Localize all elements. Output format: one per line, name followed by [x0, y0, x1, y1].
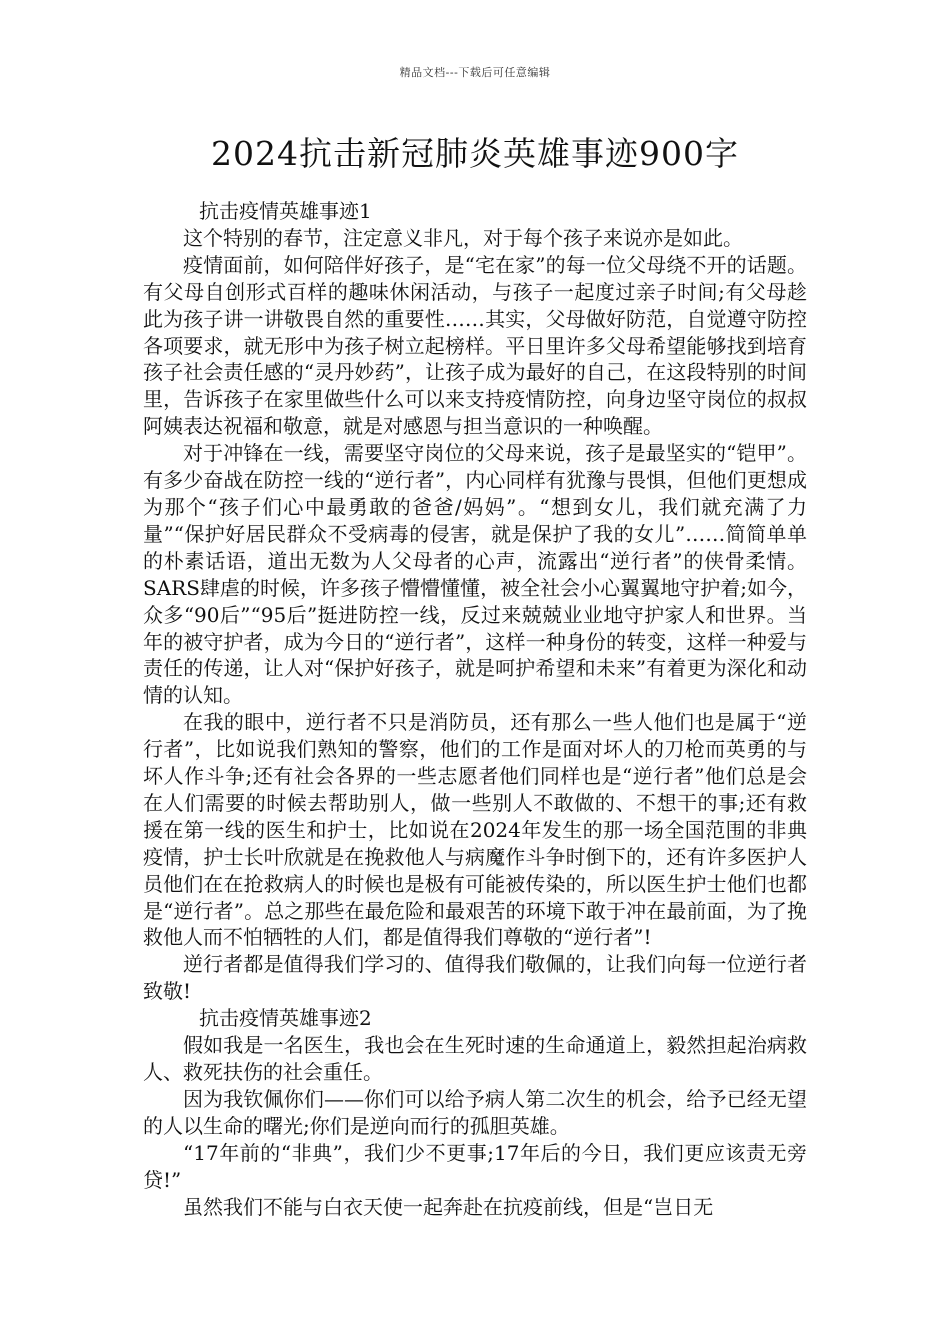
paragraph: 逆行者都是值得我们学习的、值得我们敬佩的，让我们向每一位逆行者致敬! [143, 952, 807, 1004]
paragraph: 这个特别的春节，注定意义非凡，对于每个孩子来说亦是如此。 [183, 225, 743, 250]
section-heading: 抗击疫情英雄事迹2 [199, 1006, 372, 1031]
paragraph: “17年前的“非典”，我们少不更事;17年后的今日，我们更应该责无旁贷!” [143, 1140, 807, 1192]
section-heading: 抗击疫情英雄事迹1 [199, 199, 372, 223]
paragraph: 对于冲锋在一线，需要坚守岗位的父母来说，孩子是最坚实的“铠甲”。有多少奋战在防控一线的“逆行者”，内心同样有犹豫与畏惧，但他们更想成为那个“孩子们心中最勇敢的爸爸/妈妈”。“想到女儿，我们就充满了力量”“保护好居民群众不受病毒的侵害，就是保护了我的女儿”……简简单单的朴素话语，道出无数为人父母者的心声，流露出“逆行者”的侠骨柔情。SARS肆虐的时候，许多孩子懵懵懂懂，被全社会小心翼翼地守护着;如今，众多“90后”“95后”挺进防控一线，反过来兢兢业业地守护家人和世界。当年的被守护者，成为今日的“逆行者”，这样一种身份的转变，这样一种爱与责任的传递，让人对“保护好孩子，就是呵护希望和未来”有着更为深化和动情的认知。 [143, 441, 807, 708]
paragraph: 在我的眼中，逆行者不只是消防员，还有那么一些人他们也是属于“逆行者”，比如说我们熟知的警察，他们的工作是面对坏人的刀枪而英勇的与坏人作斗争;还有社会各界的一些志愿者他们同样也是“逆行者”他们总是会在人们需要的时候去帮助别人，做一些别人不敢做的、不想干的事;还有救援在第一线的医生和护士，比如说在2024年发生的那一场全国范围的非典疫情，护士长叶欣就是在挽救他人与病魔作斗争时倒下的，还有许多医护人员他们在在抢救病人的时候也是极有可能被传染的，所以医生护士他们也都是“逆行者”。总之那些在最危险和最艰苦的环境下敢于冲在最前面，为了挽救他人而不怕牺牲的人们，都是值得我们尊敬的“逆行者”! [143, 710, 807, 950]
paragraph: 假如我是一名医生，我也会在生死时速的生命通道上，毅然担起治病救人、救死扶伤的社会重任。 [143, 1033, 807, 1084]
header-note: 精品文档---下载后可任意编辑 [399, 66, 551, 79]
document-title: 2024抗击新冠肺炎英雄事迹900字 [211, 134, 739, 173]
paragraph: 虽然我们不能与白衣天使一起奔赴在抗疫前线，但是“岂日无 [183, 1194, 714, 1219]
paragraph: 疫情面前，如何陪伴好孩子，是“宅在家”的每一位父母绕不开的话题。有父母自创形式百样的趣味休闲活动，与孩子一起度过亲子时间;有父母趁此为孩子讲一讲敬畏自然的重要性……其实，父母做好防范，自觉遵守防控各项要求，就无形中为孩子树立起榜样。平日里许多父母希望能够找到培育孩子社会责任感的“灵丹妙药”，让孩子成为最好的自己，在这段特别的时间里，告诉孩子在家里做些什么可以来支持疫情防控，向身边坚守岗位的叔叔阿姨表达祝福和敬意，就是对感恩与担当意识的一种唤醒。 [143, 252, 807, 439]
paragraph: 因为我钦佩你们——你们可以给予病人第二次生的机会，给予已经无望的人以生命的曙光;你们是逆向而行的孤胆英雄。 [143, 1086, 807, 1138]
document-body [143, 198, 807, 1220]
